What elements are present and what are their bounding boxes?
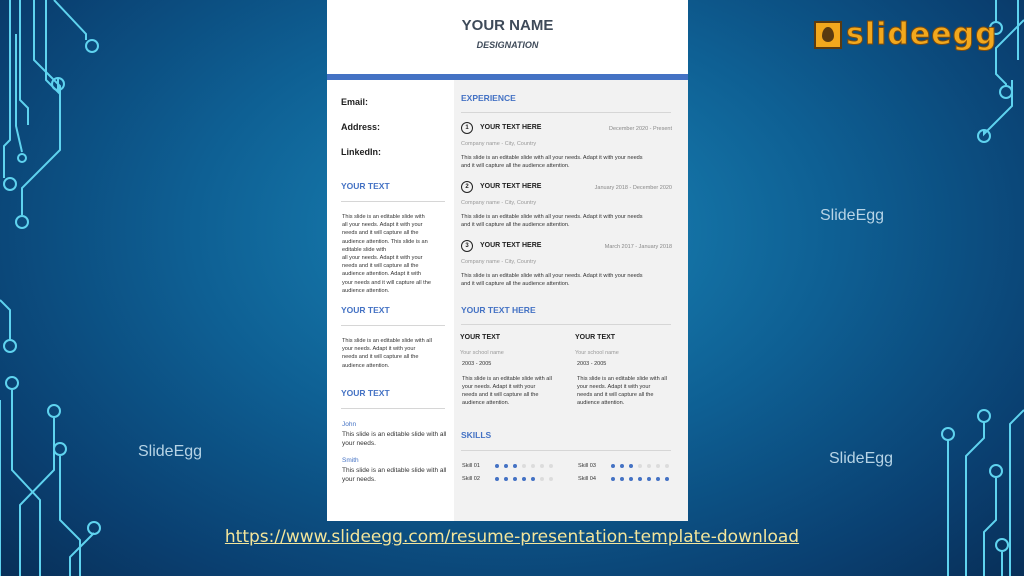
skill-rating [611, 464, 669, 468]
left-section-heading: YOUR TEXT [341, 388, 390, 398]
school-name: Your school name [460, 350, 504, 356]
section-divider [341, 325, 445, 326]
company-name: Company name - City, Country [461, 259, 537, 265]
skill-dot-filled [620, 464, 624, 468]
skill-dot-empty [522, 464, 526, 468]
job-date: March 2017 - January 2018 [604, 244, 672, 250]
email-label: Email: [341, 97, 369, 107]
left-section-text: This slide is an editable slide with all your needs. Adapt it with your needs and it will capture all the audience attention. [342, 338, 432, 369]
reference-text: This slide is an editable slide with all your needs. [342, 467, 447, 483]
section-divider [461, 450, 671, 451]
skill-row [578, 462, 669, 470]
reference-name: Smith [342, 457, 359, 464]
watermark: SlideEgg [820, 207, 885, 224]
job-title: YOUR TEXT HERE [480, 124, 542, 131]
watermark: SlideEgg [829, 450, 894, 467]
skill-dot-empty [665, 464, 669, 468]
skill-name: Skill 03 [578, 463, 597, 469]
skill-dot-filled [611, 464, 615, 468]
skill-rating [495, 477, 553, 481]
section-divider [461, 324, 671, 325]
education-title: YOUR TEXT [460, 334, 501, 341]
resume-document [327, 0, 688, 521]
skill-dot-empty [647, 464, 651, 468]
skill-dot-filled [629, 477, 633, 481]
skill-dot-empty [549, 477, 553, 481]
slideegg-logo [814, 17, 998, 52]
skill-dot-filled [504, 464, 508, 468]
left-section-heading: YOUR TEXT [341, 181, 390, 191]
resume-body [327, 80, 688, 521]
education-heading: YOUR TEXT HERE [461, 305, 536, 315]
skill-dot-filled [620, 477, 624, 481]
job-date: January 2018 - December 2020 [594, 185, 672, 191]
company-name: Company name - City, Country [461, 141, 537, 147]
reference-name: John [342, 421, 357, 428]
skill-dot-empty [540, 477, 544, 481]
company-name: Company name - City, Country [461, 200, 537, 206]
skill-dot-filled [665, 477, 669, 481]
skill-dot-empty [531, 464, 535, 468]
step-number-badge: 1 [461, 122, 473, 134]
education-description: This slide is an editable slide with all your needs. Adapt it with your needs and it will capture all the audience attention. [462, 376, 552, 406]
skill-name: Skill 04 [578, 476, 597, 482]
skill-name: Skill 01 [462, 463, 481, 469]
skill-dot-filled [629, 464, 633, 468]
skill-name: Skill 02 [462, 476, 481, 482]
left-section-heading: YOUR TEXT [341, 305, 390, 315]
skill-dot-filled [513, 464, 517, 468]
step-number-badge: 2 [461, 181, 473, 193]
skill-row [462, 462, 553, 470]
skill-dot-filled [647, 477, 651, 481]
education-years: 2003 - 2005 [577, 361, 607, 367]
address-label: Address: [341, 122, 381, 132]
linkedin-label: LinkedIn: [341, 147, 381, 157]
experience-heading: EXPERIENCE [461, 93, 516, 103]
skill-dot-filled [531, 477, 535, 481]
job-description: This slide is an editable slide with all your needs. Adapt it with your needs and it will capture all the audience attention. [461, 273, 643, 287]
job-description: This slide is an editable slide with all your needs. Adapt it with your needs and it will capture all the audience attention. [461, 214, 643, 228]
job-date: December 2020 - Present [609, 126, 672, 132]
right-column [454, 80, 688, 521]
education-description: This slide is an editable slide with all your needs. Adapt it with your needs and it will capture all the audience attention. [577, 376, 667, 406]
education-title: YOUR TEXT [575, 334, 616, 341]
resume-designation: DESIGNATION [476, 40, 539, 50]
resume-header [327, 0, 688, 74]
skill-dot-empty [656, 464, 660, 468]
job-description: This slide is an editable slide with all your needs. Adapt it with your needs and it will capture all the audience attention. [461, 155, 643, 169]
logo-text: slideegg [846, 17, 998, 52]
egg-logo-icon [814, 21, 842, 49]
skill-dot-filled [611, 477, 615, 481]
left-section-text: This slide is an editable slide with all your needs. Adapt it with your needs and it will capture all the audience attention. This slide is an editable slide with all your needs. Adapt it with your needs and it will capture all the audience attention. Adapt it with your needs and it will capture all the audience attention. [342, 214, 431, 294]
resume-name: YOUR NAME [461, 17, 554, 34]
step-number-badge: 3 [461, 240, 473, 252]
skills-heading: SKILLS [461, 430, 492, 440]
skill-dot-filled [656, 477, 660, 481]
skill-dot-filled [638, 477, 642, 481]
school-name: Your school name [575, 350, 619, 356]
download-link[interactable]: https://www.slideegg.com/resume-presentation-template-download [224, 527, 800, 547]
skill-dot-filled [504, 477, 508, 481]
skill-dot-filled [522, 477, 526, 481]
job-title: YOUR TEXT HERE [480, 242, 542, 249]
skill-dot-empty [540, 464, 544, 468]
education-years: 2003 - 2005 [462, 361, 492, 367]
skill-dot-empty [638, 464, 642, 468]
section-divider [461, 112, 671, 113]
watermark: SlideEgg [138, 443, 203, 460]
section-divider [341, 201, 445, 202]
skill-rating [495, 464, 553, 468]
section-divider [341, 408, 445, 409]
skill-dot-filled [495, 464, 499, 468]
skill-dot-empty [549, 464, 553, 468]
left-column [327, 80, 453, 521]
skill-dot-filled [513, 477, 517, 481]
skill-row [578, 475, 669, 483]
skill-rating [611, 477, 669, 481]
job-title: YOUR TEXT HERE [480, 183, 542, 190]
skill-dot-filled [495, 477, 499, 481]
reference-text: This slide is an editable slide with all your needs. [342, 431, 447, 447]
skill-row [462, 475, 553, 483]
